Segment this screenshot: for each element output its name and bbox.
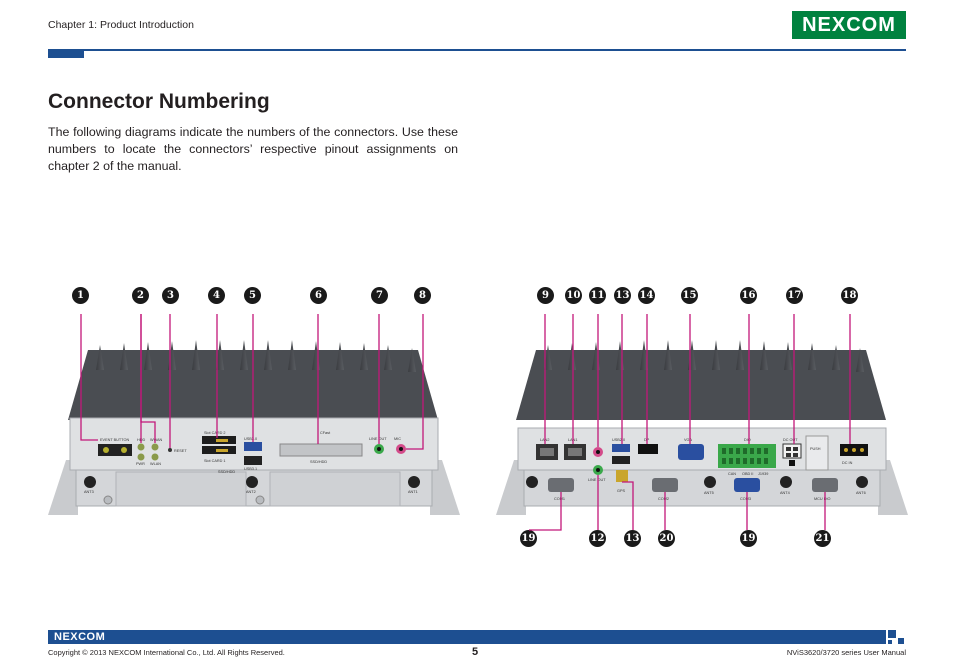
callout-rear-21: 21 xyxy=(814,530,831,547)
label-obd2: OBD II xyxy=(742,472,754,476)
label-vga: VGA xyxy=(684,438,693,442)
label-dio: DIO xyxy=(744,438,751,442)
callout-front-1: 1 xyxy=(72,287,89,304)
label-hdd: HDD xyxy=(137,438,146,442)
copyright-text: Copyright © 2013 NEXCOM International Co., Ltd. All Rights Reserved. xyxy=(48,648,285,657)
com1-port xyxy=(548,478,574,492)
footer-squares xyxy=(888,630,906,644)
usb2-port-a xyxy=(612,444,630,452)
callout-front-5: 5 xyxy=(244,287,261,304)
reset-button xyxy=(168,448,172,452)
callout-rear-17: 17 xyxy=(786,287,803,304)
usb3-port-b xyxy=(244,456,262,465)
label-dc-out: DC OUT xyxy=(783,438,798,442)
callout-rear-18: 18 xyxy=(841,287,858,304)
callout-rear-19a: 19 xyxy=(520,530,537,547)
label-mcu-dio: MCU DIO xyxy=(814,497,831,501)
wlan-led xyxy=(152,454,159,461)
callout-front-3: 3 xyxy=(162,287,179,304)
header-rule xyxy=(48,49,906,51)
header-rule-accent xyxy=(48,49,84,58)
front-panel-diagram xyxy=(48,310,460,520)
label-lan1: LAN1 xyxy=(568,438,578,442)
label-com2: COM2 xyxy=(658,497,669,501)
gps-connector xyxy=(616,470,628,482)
label-ssd-hdd-2: SSD/HDD xyxy=(310,460,328,464)
label-wlan: WLAN xyxy=(150,462,161,466)
ant3-connector xyxy=(84,476,96,488)
callout-rear-12: 12 xyxy=(589,530,606,547)
page-title: Connector Numbering xyxy=(48,90,270,113)
label-sim-1: Slot CARD 1 xyxy=(204,459,226,463)
cfast-slot xyxy=(280,444,362,456)
ant4-connector xyxy=(780,476,792,488)
usb3-port-a xyxy=(244,442,262,451)
label-sim-2: Slot CARD 2 xyxy=(204,431,226,435)
chapter-header: Chapter 1: Product Introduction xyxy=(48,19,194,31)
label-ant4: ANT4 xyxy=(780,491,790,495)
hdd-led xyxy=(138,444,145,451)
callout-rear-14: 14 xyxy=(638,287,655,304)
ant2-connector xyxy=(246,476,258,488)
body-paragraph: The following diagrams indicate the numbers of the connectors. Use these numbers to locate the connectors’ respective pinout assignments on chapter 2 of the manual. xyxy=(48,125,458,173)
com2-port xyxy=(652,478,678,492)
label-line-out-rear: LINE OUT xyxy=(588,478,606,482)
logo-text: NEXCOM xyxy=(802,13,896,36)
ant5-connector xyxy=(704,476,716,488)
usb2-port-b xyxy=(612,456,630,464)
label-ant5: ANT5 xyxy=(704,491,714,495)
label-j1939: J1939 xyxy=(758,472,769,476)
callout-rear-20: 20 xyxy=(658,530,675,547)
label-line-out: LINE OUT xyxy=(369,437,387,441)
label-can: CAN xyxy=(728,472,737,476)
callout-front-7: 7 xyxy=(371,287,388,304)
dio-terminal xyxy=(718,444,776,468)
vga-port xyxy=(678,444,704,460)
callout-rear-9: 9 xyxy=(537,287,554,304)
mcu-dio-port xyxy=(812,478,838,492)
label-pwr: PWR xyxy=(136,462,145,466)
label-usb30: USB3.0 xyxy=(244,437,258,441)
manual-title: NViS3620/3720 series User Manual xyxy=(786,648,906,657)
label-ant2: ANT2 xyxy=(246,490,256,494)
dp-port xyxy=(638,444,658,454)
label-gps: GPS xyxy=(617,489,626,493)
callout-rear-16: 16 xyxy=(740,287,757,304)
label-ant3: ANT3 xyxy=(84,490,94,494)
nexcom-logo xyxy=(792,11,906,39)
label-cfast: CFast xyxy=(320,431,331,435)
footer-logo: NEXCOM xyxy=(54,631,106,643)
label-ant6: ANT6 xyxy=(856,491,866,495)
ant6-connector xyxy=(856,476,868,488)
wwan-led xyxy=(152,444,159,451)
label-ant1: ANT1 xyxy=(408,490,418,494)
label-ssd-hdd: SSD/HDD xyxy=(218,470,236,474)
label-push: PUSH xyxy=(810,447,821,451)
callout-rear-19b: 19 xyxy=(740,530,757,547)
label-dc-in: DC IN xyxy=(842,461,853,465)
label-usb20: USB2.0 xyxy=(612,438,626,442)
label-reset: RESET xyxy=(174,449,187,453)
callout-rear-10: 10 xyxy=(565,287,582,304)
label-com3: COM3 xyxy=(740,497,751,501)
callout-front-8: 8 xyxy=(414,287,431,304)
ant-connector-left xyxy=(526,476,538,488)
label-wwan: WWAN xyxy=(150,438,163,442)
com3-port xyxy=(734,478,760,492)
page-number: 5 xyxy=(472,646,479,658)
label-mic: MIC xyxy=(394,437,401,441)
callout-front-6: 6 xyxy=(310,287,327,304)
power-switch xyxy=(789,460,795,466)
callout-front-4: 4 xyxy=(208,287,225,304)
callout-front-2: 2 xyxy=(132,287,149,304)
ant1-connector xyxy=(408,476,420,488)
label-lan2: LAN2 xyxy=(540,438,550,442)
rear-panel-diagram xyxy=(496,310,908,535)
dc-out-connector xyxy=(783,444,801,458)
pwr-led xyxy=(138,454,145,461)
label-usb31: USB3.1 xyxy=(244,467,258,471)
footer-bar xyxy=(48,630,886,644)
callout-rear-13: 13 xyxy=(614,287,631,304)
label-dp: DP xyxy=(644,438,650,442)
label-event-button: EVENT BUTTON xyxy=(100,438,130,442)
label-com1: COM1 xyxy=(554,497,565,501)
callout-rear-11: 11 xyxy=(589,287,606,304)
callout-rear-15: 15 xyxy=(681,287,698,304)
callout-rear-13b: 13 xyxy=(624,530,641,547)
